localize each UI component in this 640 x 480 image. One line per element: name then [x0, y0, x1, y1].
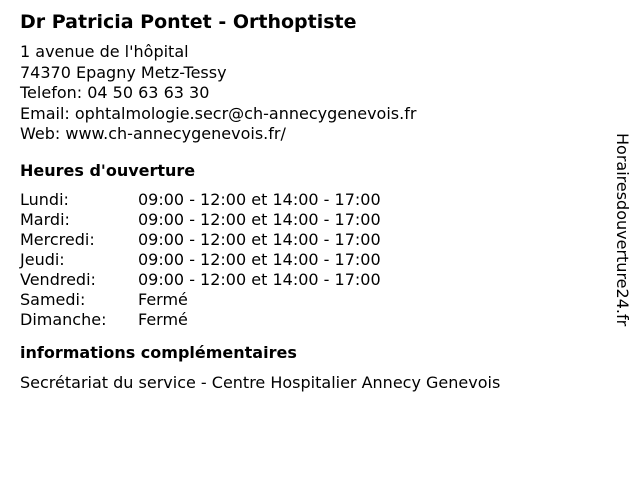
hours-row — [20, 190, 381, 210]
day-label: Jeudi: — [20, 249, 65, 269]
address-street: 1 avenue de l'hôpital — [20, 42, 189, 61]
brand-watermark: Horairesdouverture24.fr — [613, 133, 632, 327]
email-address: Email: ophtalmologie.secr@ch-annecygenevois.fr — [20, 103, 417, 123]
hours-row — [20, 210, 381, 230]
day-hours: 09:00 - 12:00 et 14:00 - 17:00 — [138, 189, 381, 209]
day-hours: Fermé — [138, 309, 188, 329]
hours-row — [20, 270, 381, 290]
day-hours: 09:00 - 12:00 et 14:00 - 17:00 — [138, 209, 381, 229]
hours-row — [20, 290, 381, 310]
address-city: 74370 Epagny Metz-Tessy — [20, 62, 227, 82]
opening-hours-heading: Heures d'ouverture — [20, 160, 196, 180]
day-label: Lundi: — [20, 189, 69, 209]
additional-info-text: Secrétariat du service - Centre Hospitalier Annecy Genevois — [20, 372, 501, 392]
day-hours: 09:00 - 12:00 et 14:00 - 17:00 — [138, 269, 381, 289]
day-hours: Fermé — [138, 289, 188, 309]
day-label: Dimanche: — [20, 309, 107, 329]
day-hours: 09:00 - 12:00 et 14:00 - 17:00 — [138, 229, 381, 249]
day-hours: 09:00 - 12:00 et 14:00 - 17:00 — [138, 249, 381, 269]
business-card — [20, 8, 600, 393]
side-brand — [612, 133, 632, 373]
website-address: Web: www.ch-annecygenevois.fr/ — [20, 124, 286, 143]
day-label: Mercredi: — [20, 229, 95, 249]
hours-row — [20, 250, 381, 270]
day-label: Vendredi: — [20, 269, 96, 289]
hours-row — [20, 230, 381, 250]
contact-block — [20, 42, 600, 145]
additional-info-heading: informations complémentaires — [20, 342, 297, 362]
opening-hours-table — [20, 190, 381, 330]
day-label: Mardi: — [20, 209, 70, 229]
day-label: Samedi: — [20, 289, 86, 309]
hours-row — [20, 310, 381, 330]
page-title: Dr Patricia Pontet - Orthoptiste — [20, 11, 357, 33]
phone-number: Telefon: 04 50 63 63 30 — [20, 83, 210, 102]
